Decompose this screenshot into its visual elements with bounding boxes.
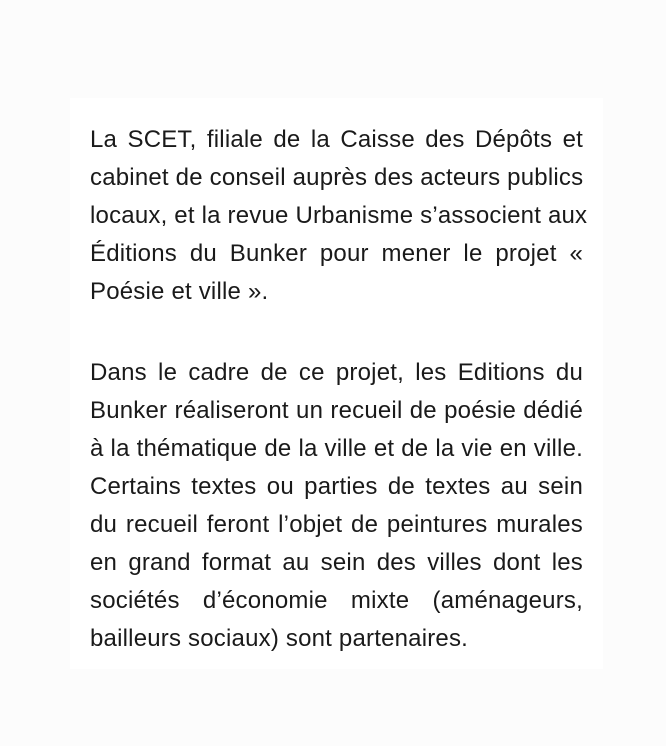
text-line: en grand format au sein des villes dont les: [90, 549, 583, 576]
text-line: Dans le cadre de ce projet, les Editions du: [90, 359, 583, 386]
text-line: du recueil feront l’objet de peintures murales: [90, 511, 583, 538]
text-line: Bunker réaliseront un recueil de poésie dédié: [90, 397, 583, 424]
text-line: à la thématique de la ville et de la vie en ville.: [90, 435, 583, 462]
text-line: sociétés d’économie mixte (aménageurs,: [90, 587, 583, 614]
text-line: bailleurs sociaux) sont partenaires.: [90, 625, 469, 652]
text-block: [90, 121, 588, 658]
text-line: locaux, et la revue Urbanisme s’associent aux: [90, 202, 588, 229]
text-line: cabinet de conseil auprès des acteurs publics: [90, 164, 584, 191]
text-line: La SCET, filiale de la Caisse des Dépôts et: [90, 126, 583, 153]
document-card: [70, 98, 603, 669]
text-line: Certains textes ou parties de textes au sein: [90, 473, 583, 500]
paragraph: [90, 121, 588, 311]
paragraph: [90, 354, 583, 658]
text-line: Éditions du Bunker pour mener le projet «: [90, 240, 583, 267]
text-line: Poésie et ville ».: [90, 278, 269, 305]
